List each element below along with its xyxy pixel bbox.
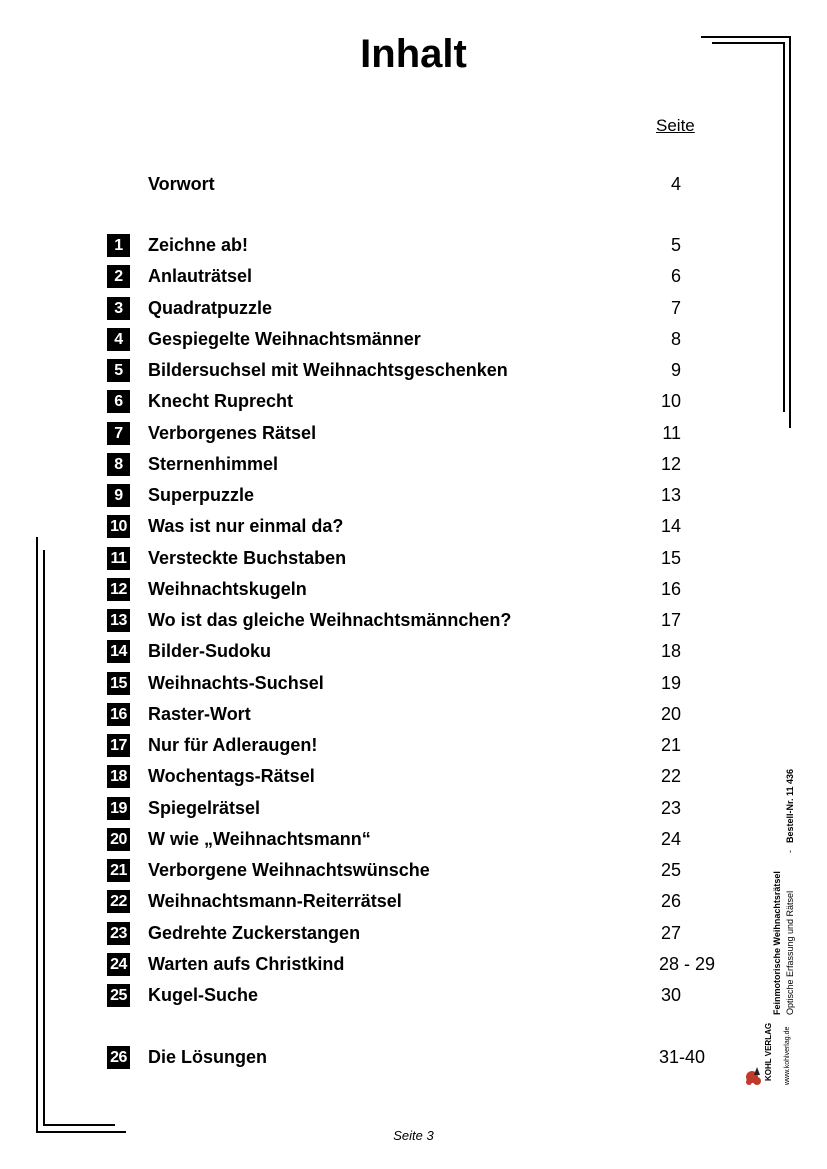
toc-entry-page: 12 [660,454,681,474]
toc-entry-page: 15 [660,548,681,568]
toc-number-badge: 20 [107,828,130,851]
toc-entry-row [0,640,827,664]
toc-entry-page: 24 [660,829,681,849]
toc-solutions-page: 31-40 [659,1047,706,1067]
toc-preface-row [0,173,827,197]
toc-entry-row [0,453,827,477]
toc-entry-page: 25 [660,860,681,880]
toc-entry-row [0,672,827,696]
toc-entry-page: 30 [660,985,681,1005]
toc-number-badge: 15 [107,672,130,695]
toc-entry-page: 11 [662,423,681,443]
toc-number-badge: 4 [107,328,130,351]
side-separator: - [785,850,795,853]
toc-entry-page: 26 [660,891,681,911]
toc-entry-row [0,953,827,977]
page-footer: Seite 3 [393,1128,434,1143]
toc-solutions-label: Die Lösungen [148,1047,268,1067]
toc-entry-page: 6 [670,266,681,286]
toc-number-badge: 6 [107,390,130,413]
toc-entry-page: 19 [660,673,681,693]
toc-entry-page: 8 [670,329,681,349]
toc-number-badge: 9 [107,484,130,507]
toc-entry-label: Raster-Wort [148,704,251,724]
toc-entry-page: 9 [670,360,681,380]
toc-entry-row [0,359,827,383]
toc-number-badge: 7 [107,422,130,445]
toc-entry-label: Superpuzzle [148,485,255,505]
toc-preface-label: Vorwort [148,174,215,194]
toc-entry-row [0,578,827,602]
toc-number-badge: 8 [107,453,130,476]
toc-number-badge: 22 [107,890,130,913]
frame-line-right-inner [783,42,785,412]
toc-entry-label: Weihnachtsmann-Reiterrätsel [148,891,402,911]
side-book-title: Feinmotorische Weihnachtsrätsel [772,871,782,1015]
toc-entry-label: Zeichne ab! [148,235,249,255]
toc-entry-label: Verborgene Weihnachtswünsche [148,860,430,880]
toc-entry-row [0,797,827,821]
toc-entry-page: 27 [660,923,681,943]
toc-entry-row [0,765,827,789]
toc-number-badge: 3 [107,297,130,320]
toc-entry-label: Verborgenes Rätsel [148,423,317,443]
side-subtitle: Optische Erfassung und Rätsel [785,890,795,1015]
frame-line-right [789,36,791,428]
toc-entry-row [0,297,827,321]
toc-entry-label: Sternenhimmel [148,454,279,474]
toc-entry-page: 5 [670,235,681,255]
toc-number-badge: 23 [107,922,130,945]
toc-entry-page: 21 [660,735,681,755]
toc-entry-label: Warten aufs Christkind [148,954,345,974]
toc-number-badge: 14 [107,640,130,663]
toc-entry-row [0,234,827,258]
toc-entry-label: Wochentags-Rätsel [148,766,315,786]
toc-entry-row [0,484,827,508]
toc-number-badge: 26 [107,1046,130,1069]
side-publisher-name: KOHL VERLAG [764,1022,773,1081]
toc-entry-page: 18 [660,641,681,661]
side-order-number: Bestell-Nr. 11 436 [785,768,795,843]
side-publisher-info [744,768,804,1095]
toc-number-badge: 1 [107,234,130,257]
toc-entry-page: 23 [660,798,681,818]
toc-entry-row [0,703,827,727]
toc-number-badge: 13 [107,609,130,632]
toc-entry-page: 10 [660,391,681,411]
toc-entry-row [0,515,827,539]
toc-number-badge: 24 [107,953,130,976]
toc-number-badge: 16 [107,703,130,726]
frame-line-bottom-inner [43,1124,115,1126]
toc-entry-row [0,390,827,414]
toc-entry-row [0,265,827,289]
publisher-logo-icon [744,1065,764,1087]
toc-entry-label: Gedrehte Zuckerstangen [148,923,361,943]
toc-number-badge: 2 [107,265,130,288]
toc-number-badge: 12 [107,578,130,601]
page-column-header: Seite [656,116,695,135]
toc-entry-label: Spiegelrätsel [148,798,261,818]
toc-entry-page: 20 [660,704,681,724]
toc-entry-label: Bilder-Sudoku [148,641,272,661]
side-website: www.kohlverlag.de [784,1026,791,1085]
toc-entry-label: Knecht Ruprecht [148,391,294,411]
frame-line-left-inner [43,550,45,1126]
toc-solutions-row [0,1046,827,1070]
toc-entry-label: Nur für Adleraugen! [148,735,318,755]
toc-entry-label: Wo ist das gleiche Weihnachtsmännchen? [148,610,512,630]
toc-entry-label: Anlauträtsel [148,266,253,286]
frame-line-top-inner [712,42,784,44]
page-title: Inhalt [360,32,467,76]
toc-entry-label: Versteckte Buchstaben [148,548,347,568]
toc-entry-page: 13 [660,485,681,505]
toc-entry-page: 28 - 29 [659,954,716,974]
toc-entry-label: Quadratpuzzle [148,298,273,318]
frame-line-left [36,537,38,1133]
toc-entry-row [0,422,827,446]
toc-entry-row [0,984,827,1008]
toc-number-badge: 5 [107,359,130,382]
toc-number-badge: 21 [107,859,130,882]
toc-entry-label: Weihnachts-Suchsel [148,673,324,693]
toc-entry-label: Gespiegelte Weihnachtsmänner [148,329,421,349]
toc-entry-page: 16 [660,579,681,599]
toc-number-badge: 11 [107,547,130,570]
toc-entry-page: 17 [660,610,681,630]
toc-number-badge: 10 [107,515,130,538]
toc-entry-row [0,922,827,946]
toc-entry-label: Was ist nur einmal da? [148,516,344,536]
toc-entry-row [0,328,827,352]
toc-entry-page: 14 [660,516,681,536]
toc-preface-page: 4 [670,174,681,194]
toc-number-badge: 17 [107,734,130,757]
toc-entry-row [0,734,827,758]
toc-entry-label: Weihnachtskugeln [148,579,307,599]
toc-entry-row [0,890,827,914]
toc-number-badge: 25 [107,984,130,1007]
toc-entry-label: W wie „Weihnachtsmann“ [148,829,371,849]
toc-entry-row [0,828,827,852]
toc-entry-label: Bildersuchsel mit Weihnachtsgeschenken [148,360,508,380]
toc-entry-row [0,547,827,571]
toc-entry-page: 7 [670,298,681,318]
toc-entry-label: Kugel-Suche [148,985,259,1005]
toc-entry-row [0,859,827,883]
toc-entry-page: 22 [660,766,681,786]
toc-number-badge: 18 [107,765,130,788]
frame-line-top [701,36,791,38]
toc-number-badge: 19 [107,797,130,820]
toc-entry-row [0,609,827,633]
